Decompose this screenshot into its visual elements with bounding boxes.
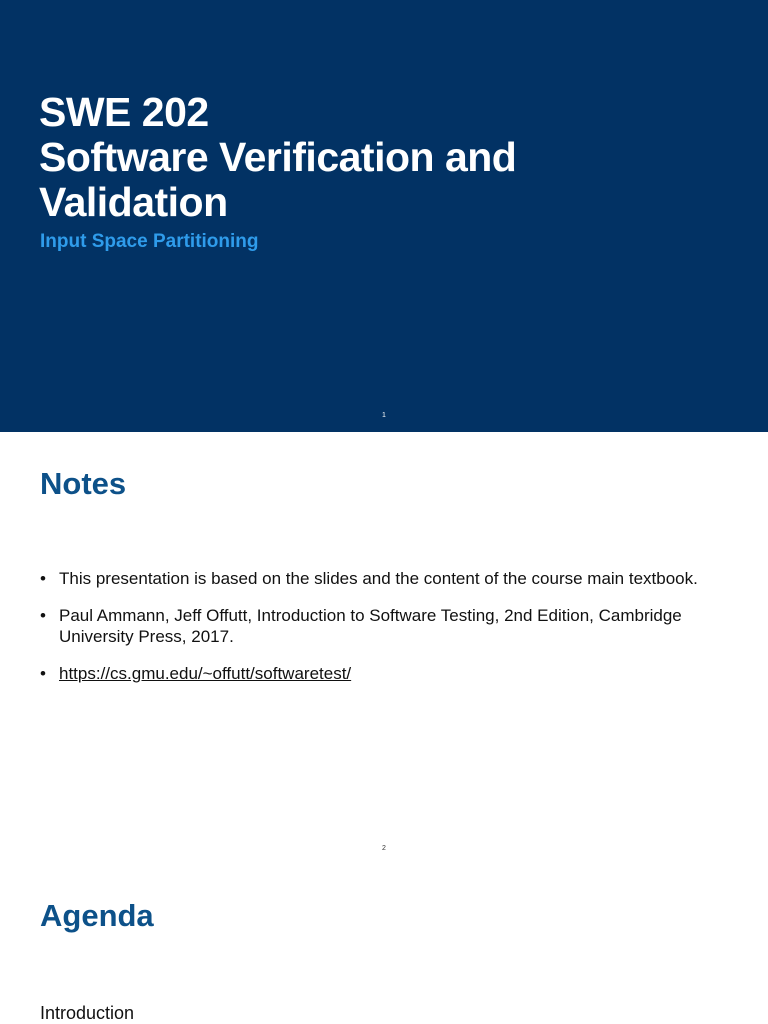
bullet-list [40,568,730,700]
bullet-item [40,663,730,684]
bullet-text: This presentation is based on the slides and the content of the course main textbook. [59,569,698,588]
bullet-item [40,605,730,647]
bullet-glyph: • [40,606,46,625]
slide-heading: Notes [40,466,127,501]
course-title-line-3: Validation [39,179,228,225]
bullet-glyph: • [40,569,46,588]
slide-2-notes [0,432,768,864]
slide-subtitle: Input Space Partitioning [40,231,259,252]
bullet-item [40,568,730,589]
bullet-text: Paul Ammann, Jeff Offutt, Introduction to Software Testing, 2nd Edition, Cambridge University Press, 2017. [59,606,682,646]
course-title-line-1: SWE 202 [39,89,209,135]
slide-number: 1 [382,412,386,419]
bullet-glyph: • [40,664,46,683]
agenda-item: Introduction [40,1003,135,1023]
slide-3-agenda [0,864,768,1024]
textbook-link[interactable]: https://cs.gmu.edu/~offutt/softwaretest/ [59,664,352,683]
slide-heading: Agenda [40,898,154,933]
slide-1-title [0,0,768,432]
course-title [39,90,739,225]
slide-number: 2 [382,845,386,852]
course-title-line-2: Software Verification and [39,134,517,180]
